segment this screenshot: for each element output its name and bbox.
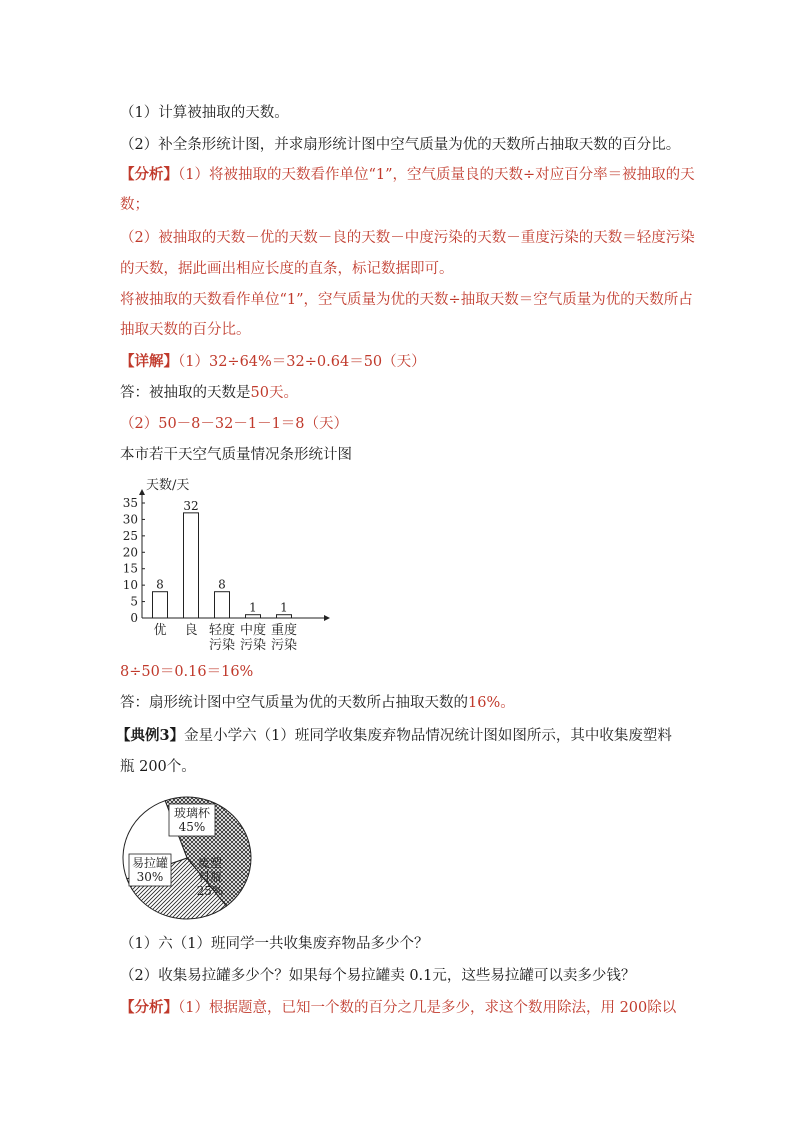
y-tick-label: 0: [130, 611, 138, 625]
pie-chart: [118, 792, 258, 924]
y-tick-label: 15: [122, 561, 138, 576]
y-tick-label: 5: [130, 594, 138, 609]
y-axis-label: 天数/天: [146, 478, 190, 493]
question-2: （2）补全条形统计图，并求扇形统计图中空气质量为优的天数所占抽取天数的百分比。: [120, 137, 681, 153]
answer-value: 50天。: [250, 385, 298, 401]
analysis-tag: 【分析】: [120, 166, 178, 183]
bar: [153, 592, 168, 618]
category-label: 污染: [239, 638, 267, 653]
category-label: 重度: [270, 623, 298, 638]
bar: [184, 513, 199, 618]
answer-line-1: [120, 383, 298, 403]
answer-prefix: 答：被抽取的天数是: [120, 385, 251, 401]
bar: [277, 615, 292, 618]
sub-question-1: （1）六（1）班同学一共收集废弃物品多少个？: [120, 936, 429, 952]
example-tag: 【典例3】: [116, 727, 185, 744]
analysis-line-6: 抽取天数的百分比。: [120, 322, 251, 338]
pie-slice-percent: 45%: [178, 820, 206, 834]
y-tick-label: 30: [122, 512, 138, 527]
bar-value-label: 8: [156, 577, 164, 592]
y-tick-label: 10: [122, 578, 138, 593]
example-line-2: 瓶 200个。: [120, 759, 196, 775]
detail-text: （1）32÷64%＝32÷0.64＝50（天）: [178, 354, 426, 370]
answer-line-2: [120, 693, 515, 713]
category-label: 良: [184, 623, 198, 638]
answer2-prefix: 答：扇形统计图中空气质量为优的天数所占抽取天数的: [120, 695, 468, 711]
pie-slice-label: 玻璃杯: [173, 806, 211, 820]
pie-slice-label: 废塑: [197, 856, 223, 870]
pie-slice-percent: 25%: [196, 884, 224, 898]
bar-chart-title: 本市若干天空气质量情况条形统计图: [120, 447, 352, 463]
analysis-text: （1）将被抽取的天数看作单位“1”，空气质量良的天数÷对应百分率＝被抽取的天: [178, 167, 695, 183]
bar-value-label: 32: [183, 498, 199, 513]
y-tick-label: 35: [122, 496, 138, 510]
analysis-line-1: [120, 165, 695, 185]
bar: [246, 615, 261, 618]
pie-slice-label: 易拉罐: [131, 856, 169, 870]
analysis2-text: （1）根据题意，已知一个数的百分之几是多少，求这个数用除法，用 200除以: [178, 1000, 677, 1016]
analysis-line-5: 将被抽取的天数看作单位“1”，空气质量为优的天数÷抽取天数＝空气质量为优的天数所占: [120, 292, 693, 308]
analysis-line-3: （2）被抽取的天数－优的天数－良的天数－中度污染的天数－重度污染的天数＝轻度污染: [120, 230, 695, 246]
sub-question-2: （2）收集易拉罐多少个？如果每个易拉罐卖 0.1元，这些易拉罐可以卖多少钱？: [120, 968, 636, 984]
pie-slice-label: 料瓶: [197, 870, 223, 884]
category-label: 中度: [239, 623, 267, 638]
bar: [215, 592, 230, 618]
bar-value-label: 1: [249, 600, 257, 615]
question-1: （1）计算被抽取的天数。: [120, 105, 289, 121]
analysis-line-4: 的天数，据此画出相应长度的直条，标记数据即可。: [120, 261, 454, 277]
y-axis-arrow: [139, 489, 145, 495]
example-text: 金星小学六（1）班同学收集废弃物品情况统计图如图所示，其中收集废塑料: [184, 728, 672, 744]
detail-line-1: [120, 352, 426, 372]
x-axis-arrow: [324, 615, 330, 621]
category-label: 轻度: [208, 623, 236, 638]
analysis2-tag: 【分析】: [120, 999, 178, 1016]
category-label: 优: [153, 623, 167, 638]
answer2-value: 16%。: [468, 695, 515, 711]
detail-line-2: （2）50－8－32－1－1＝8（天）: [120, 416, 349, 432]
bar-value-label: 1: [280, 600, 288, 615]
bar-value-label: 8: [218, 577, 226, 592]
category-label: 污染: [270, 638, 298, 653]
detail-tag: 【详解】: [120, 353, 178, 370]
example-line-1: [116, 726, 672, 746]
y-tick-label: 25: [122, 528, 138, 543]
analysis2-line: [120, 998, 676, 1018]
calc-line: 8÷50＝0.16＝16%: [120, 664, 254, 680]
category-label: 污染: [208, 638, 236, 653]
bar-chart: [118, 474, 348, 654]
analysis-line-2: 数；: [120, 197, 149, 213]
y-tick-label: 20: [122, 545, 138, 560]
pie-slice-percent: 30%: [136, 870, 164, 884]
